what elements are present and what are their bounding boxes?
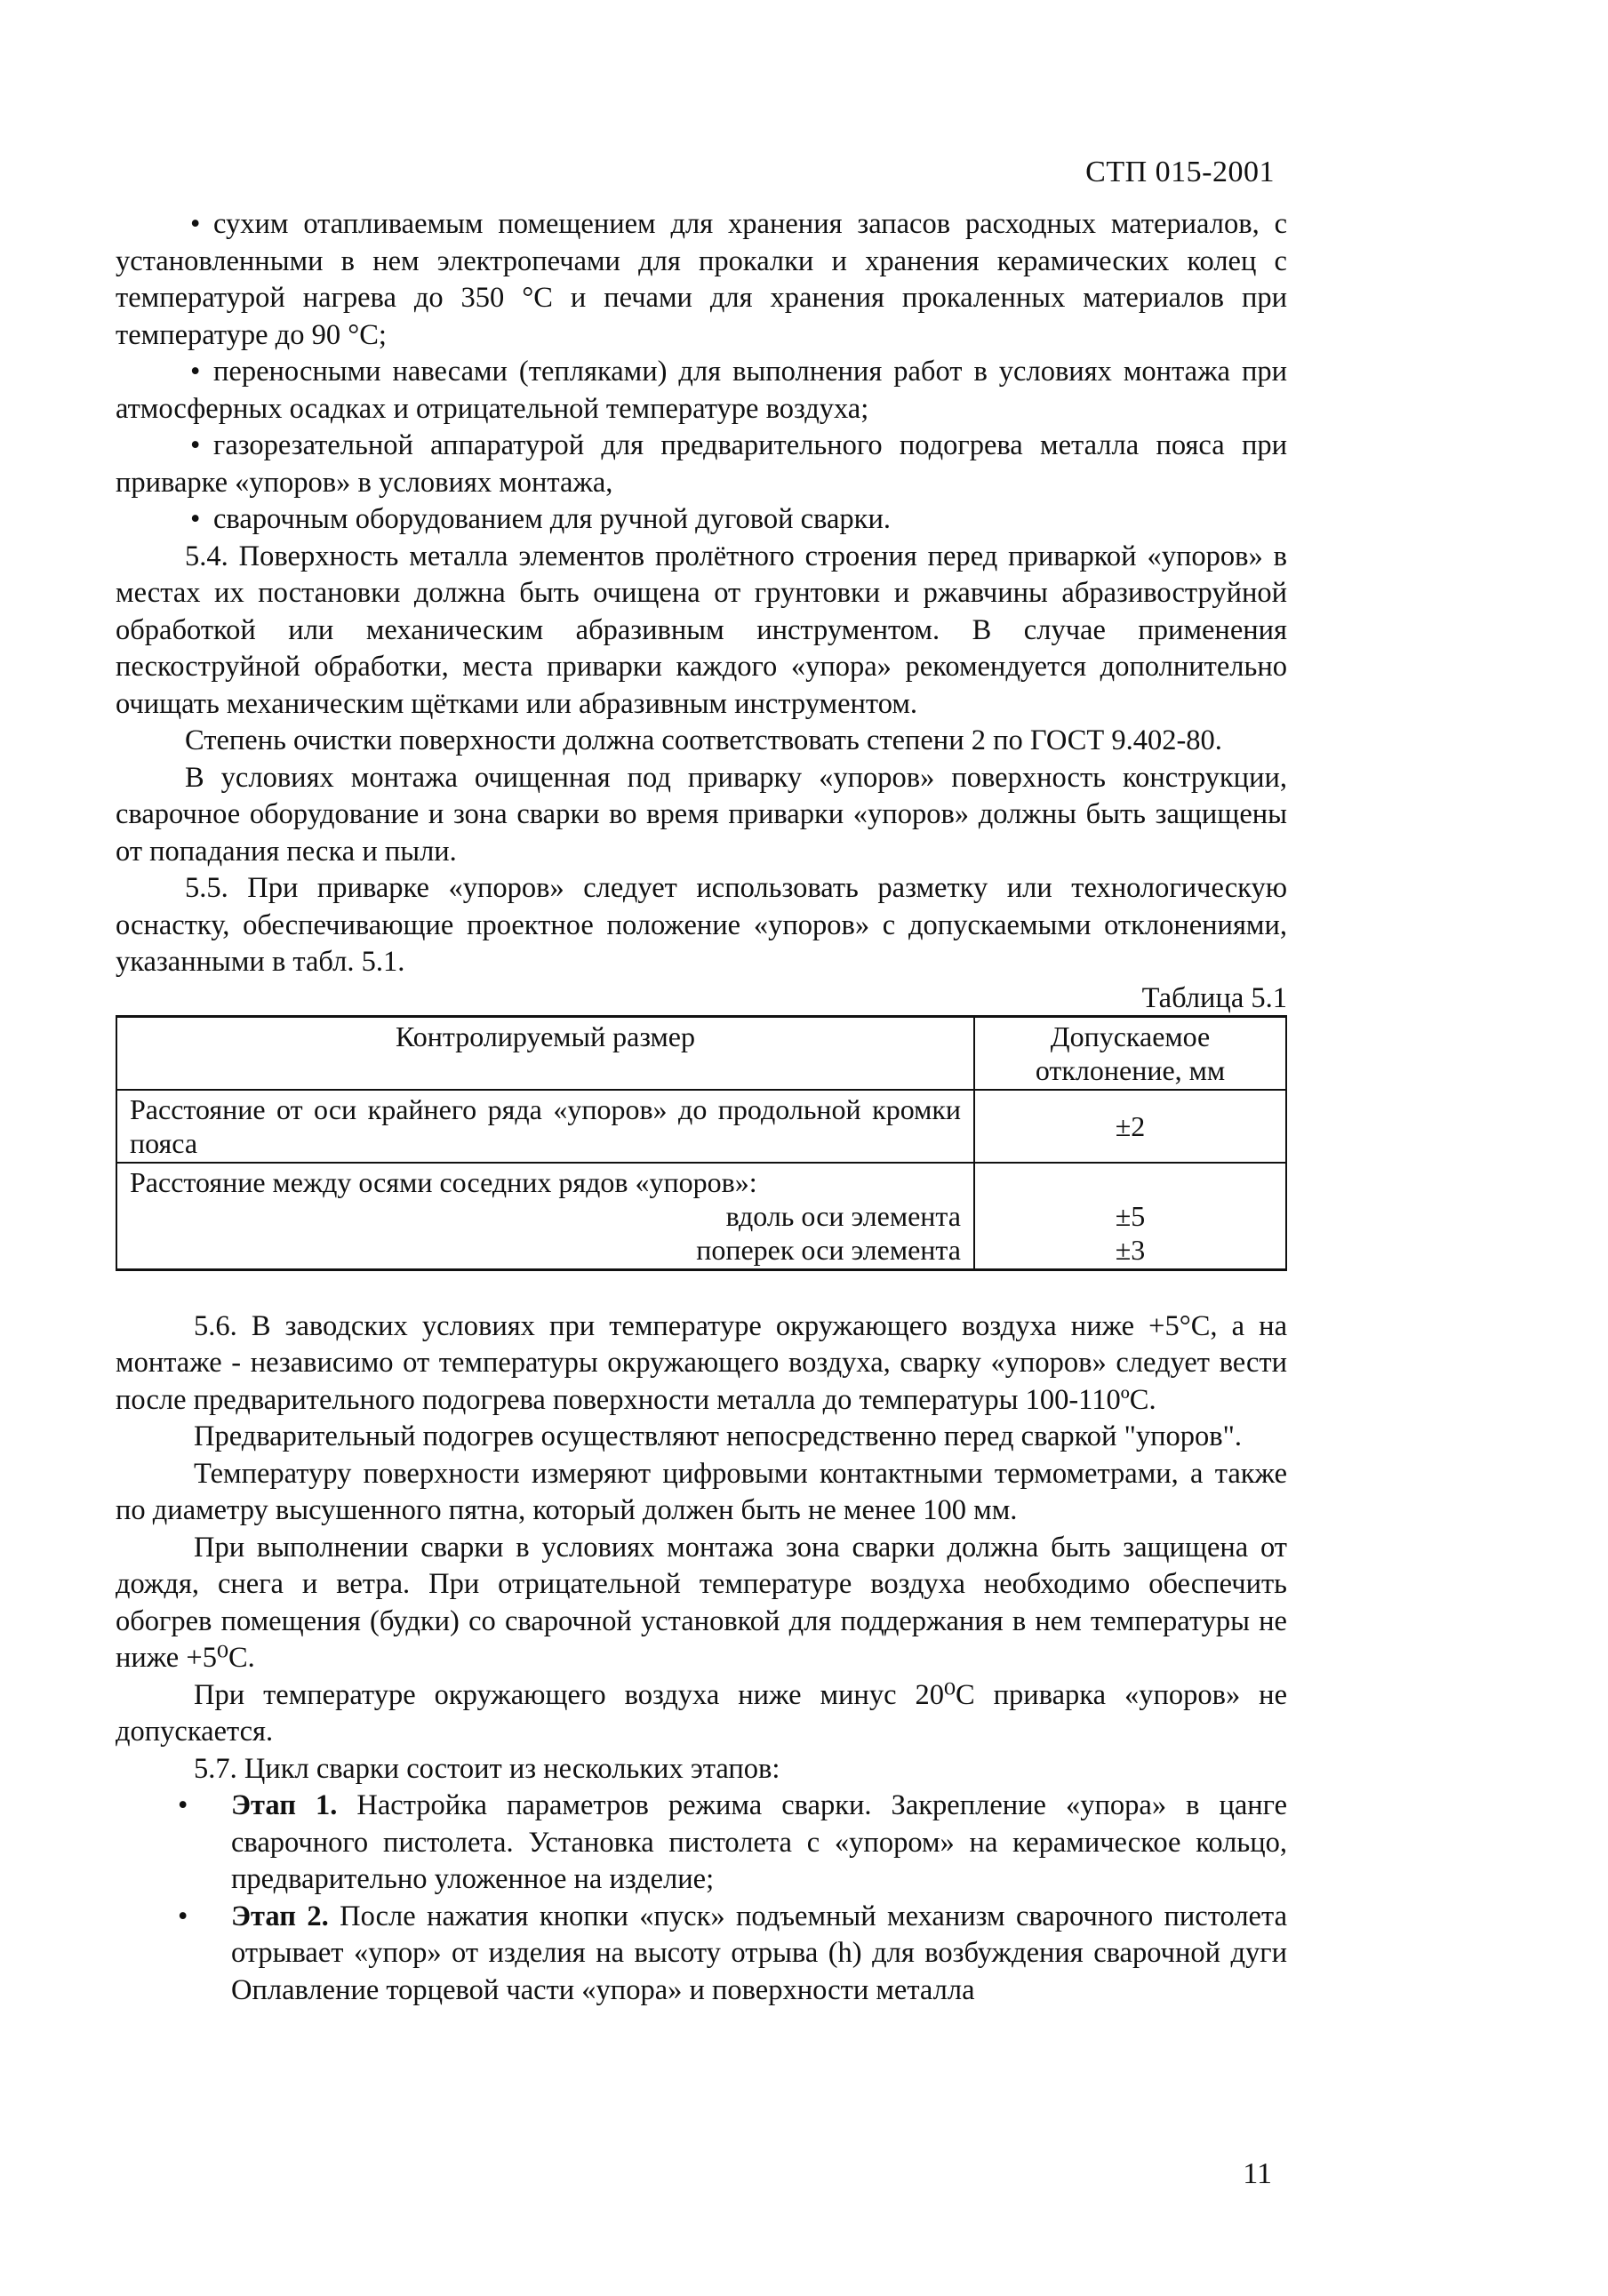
document-body (116, 206, 1287, 2009)
bullet-text: переносными навесами (тепляками) для выполнения работ в условиях монтажа при атмосферных осадках и отрицательной температуре воздуха; (116, 356, 1287, 425)
table-cell-subitem: поперек оси элемента (696, 1233, 961, 1266)
paragraph-low-temperature: При температуре окружающего воздуха ниже минус 20⁰С приварка «упоров» не допускается. (116, 1678, 1287, 1748)
paragraph-5-5: 5.5. При приварке «упоров» следует использовать разметку или технологическую оснастку, обеспечивающие проектное положение «упоров» с допускаемыми отклонениями, указанными в табл. 5.1. (116, 872, 1287, 978)
bullet-item: • газорезательной аппаратурой для предварительного подогрева металла пояса при приварке «упоров» в условиях монтажа, (116, 429, 1287, 499)
stage-item (116, 1788, 1287, 1899)
bullet-text: сухим отапливаемым помещением для хранения запасов расходных материалов, с установленными в нем электропечами для прокалки и хранения керамических колец с температурой нагрева до 350 °С и печами для хранения прокаленных материалов при температуре до 90 °С; (116, 208, 1287, 351)
stage-text: После нажатия кнопки «пуск» подъемный механизм сварочного пистолета отрывает «упор» от изделия на высоту отрыва (h) для возбуждения сварочной дуги Оплавление торцевой части «упора» и поверхности металла (231, 1900, 1287, 2006)
bullet-item: • сухим отапливаемым помещением для хранения запасов расходных материалов, с установленными в нем электропечами для прокалки и хранения керамических колец с температурой нагрева до 350 °С и печами для хранения прокаленных материалов при температуре до 90 °С; (116, 208, 1287, 351)
table-row (116, 1090, 1286, 1163)
table-cell-subitem: вдоль оси элемента (725, 1199, 961, 1232)
bullet-icon: • (178, 1789, 188, 1821)
paragraph-weather-protection: При выполнении сварки в условиях монтажа зона сварки должна быть защищена от дождя, снега и ветра. При отрицательной температуре воздуха необходимо обеспечить обогрев помещения (будки) со сварочной установкой для поддержания в нем температуры не ниже +5⁰С. (116, 1531, 1287, 1674)
tolerance-table (116, 1015, 1287, 1271)
bullet-text: сварочным оборудованием для ручной дуговой сварки. (213, 503, 891, 535)
page-number: 11 (1243, 2157, 1272, 2190)
paragraph-preheat: Предварительный подогрев осуществляют непосредственно перед сваркой "упоров". (194, 1420, 1242, 1452)
table-caption: Таблица 5.1 (1141, 981, 1287, 1014)
bullet-text: газорезательной аппаратурой для предварительного подогрева металла пояса при приварке «упоров» в условиях монтажа, (116, 429, 1287, 499)
table-cell (974, 1163, 1286, 1270)
tolerance-value: ±2 (1115, 1109, 1146, 1142)
paragraph-5-4: 5.4. Поверхность металла элементов пролётного строения перед приваркой «упоров» в местах их постановки должна быть очищена от грунтовки и ржавчины абразивоструйной обработкой или механическим абразивным инструментом. В случае применения пескоструйной обработки, места приварки каждого «упора» рекомендуется дополнительно очищать механическим щётками или абразивным инструментом. (116, 540, 1287, 720)
table-header-cell: Допускаемое отклонение, мм (974, 1016, 1286, 1090)
tolerance-value: ±5 (1115, 1199, 1146, 1232)
bullet-item: • переносными навесами (тепляками) для выполнения работ в условиях монтажа при атмосферных осадках и отрицательной температуре воздуха; (116, 356, 1287, 425)
table-cell: Расстояние от оси крайнего ряда «упоров» до продольной кромки пояса (116, 1090, 974, 1163)
paragraph-mounting-protection: В условиях монтажа очищенная под приварку «упоров» поверхность конструкции, сварочное оборудование и зона сварки во время приварки «упоров» должны быть защищены от попадания песка и пыли. (116, 761, 1287, 868)
table-cell-text: Расстояние между осями соседних рядов «упоров»: (130, 1165, 757, 1198)
document-code: СТП 015-2001 (1085, 156, 1275, 188)
bullet-item: • сварочным оборудованием для ручной дуговой сварки. (190, 503, 891, 535)
tolerance-value: ±3 (1115, 1233, 1146, 1266)
stage-text: Настройка параметров режима сварки. Закрепление «упора» в цанге сварочного пистолета. Установка пистолета с «упором» на керамическое кольцо, предварительно уложенное на изделие; (231, 1789, 1288, 1895)
paragraph-5-6: 5.6. В заводских условиях при температуре окружающего воздуха ниже +5°С, а на монтаже - независимо от температуры окружающего воздуха, сварку «упоров» следует вести после предварительного подогрева поверхности металла до температуры 100-110ºС. (116, 1309, 1287, 1416)
stage-item (116, 1899, 1287, 2010)
stage-label: Этап 2. (231, 1900, 329, 1932)
bullet-icon: • (178, 1900, 188, 1932)
paragraph-temperature-measure: Температуру поверхности измеряют цифровыми контактными термометрами, а также по диаметру высушенного пятна, который должен быть не менее 100 мм. (116, 1457, 1287, 1526)
table-cell (974, 1090, 1286, 1163)
paragraph-cleaning-degree: Степень очистки поверхности должна соответствовать степени 2 по ГОСТ 9.402-80. (185, 724, 1222, 756)
table-header-row (116, 1016, 1286, 1090)
stage-label: Этап 1. (231, 1789, 338, 1821)
table-header-cell: Контролируемый размер (116, 1016, 974, 1090)
table-row (116, 1163, 1286, 1270)
paragraph-5-7: 5.7. Цикл сварки состоит из нескольких этапов: (194, 1752, 780, 1785)
table-cell (116, 1163, 974, 1270)
